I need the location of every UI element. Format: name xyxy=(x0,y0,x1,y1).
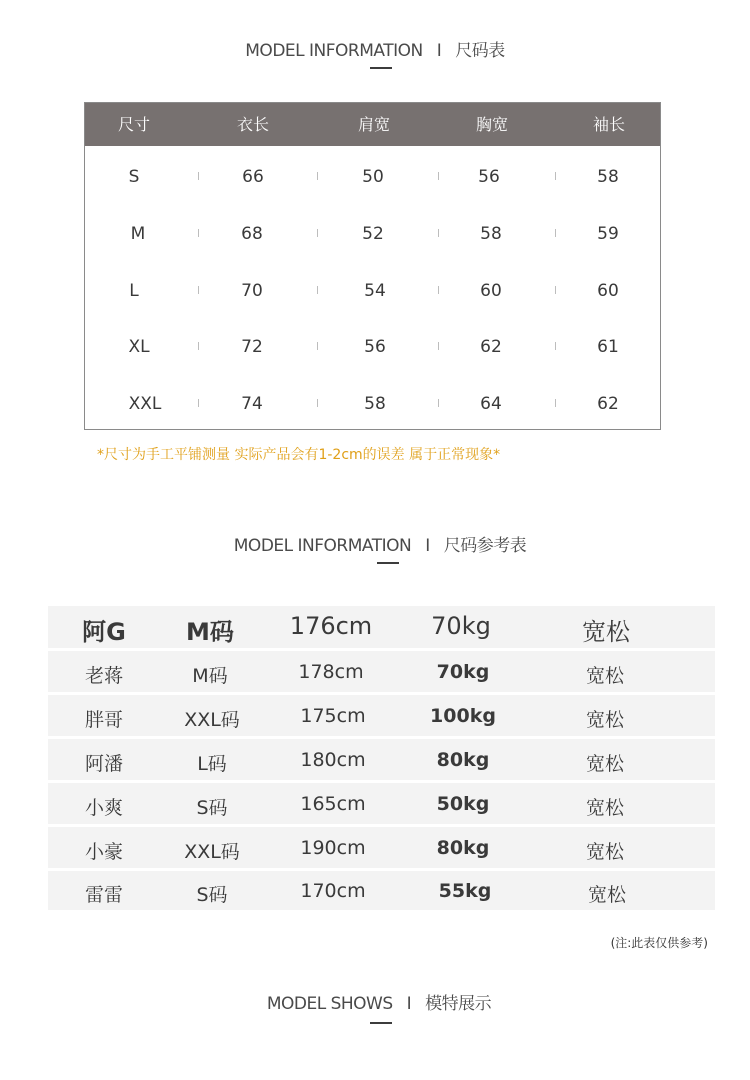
size-table xyxy=(84,102,661,430)
sleeve-value: 61 xyxy=(597,337,619,357)
model-name: 胖哥 xyxy=(84,709,123,731)
shoulder-value: 56 xyxy=(364,337,386,357)
reference-title-cn: 尺码参考表 xyxy=(443,536,527,556)
reference-row xyxy=(48,606,715,648)
model-name: 小豪 xyxy=(84,841,123,863)
title-separator: I xyxy=(425,536,430,556)
model-height: 170cm xyxy=(300,880,366,902)
model-weight: 80kg xyxy=(436,837,490,859)
model-weight: 100kg xyxy=(430,705,496,727)
model-height: 190cm xyxy=(300,837,366,859)
measurement-note: *尺寸为手工平铺测量 实际产品会有1-2cm的误差 属于正常现象* xyxy=(97,447,501,463)
sleeve-value: 62 xyxy=(597,394,619,414)
model-size: M码 xyxy=(186,618,234,646)
model-size: L码 xyxy=(197,753,227,775)
reference-row xyxy=(48,739,715,780)
reference-row xyxy=(48,871,715,910)
sleeve-value: 59 xyxy=(597,224,619,244)
size-row-l xyxy=(85,281,660,301)
model-shows-title xyxy=(4,989,750,1014)
reference-chart-title xyxy=(5,531,750,556)
header-sleeve: 袖长 xyxy=(592,115,625,134)
chest-value: 60 xyxy=(480,281,502,301)
header-shoulder: 肩宽 xyxy=(357,115,390,134)
model-name: 阿G xyxy=(82,618,126,646)
model-weight: 80kg xyxy=(436,749,490,771)
header-length: 衣长 xyxy=(236,115,269,134)
size-chart-title-en: MODEL INFORMATION xyxy=(245,41,423,61)
model-height: 176cm xyxy=(289,612,373,640)
reference-row xyxy=(48,695,715,736)
size-table-header xyxy=(85,103,660,146)
shoulder-value: 58 xyxy=(364,394,386,414)
reference-row xyxy=(48,783,715,824)
model-shows-title-cn: 模特展示 xyxy=(425,994,492,1014)
shoulder-value: 54 xyxy=(364,281,386,301)
size-chart-title-cn: 尺码表 xyxy=(455,41,505,61)
title-underline xyxy=(377,562,399,564)
size-row-xxl xyxy=(85,394,660,414)
chest-value: 62 xyxy=(480,337,502,357)
length-value: 72 xyxy=(241,337,263,357)
size-label: S xyxy=(128,167,140,187)
size-row-xl xyxy=(85,337,660,357)
size-label: L xyxy=(129,281,139,301)
size-label: XL xyxy=(128,337,150,357)
model-size: XXL码 xyxy=(184,841,240,863)
model-size: M码 xyxy=(192,665,228,687)
model-name: 雷雷 xyxy=(84,884,123,906)
reference-row xyxy=(48,827,715,868)
size-label: M xyxy=(130,224,146,244)
model-fit: 宽松 xyxy=(585,665,624,687)
length-value: 74 xyxy=(241,394,263,414)
size-row-m xyxy=(85,224,660,244)
model-fit: 宽松 xyxy=(585,709,624,731)
length-value: 70 xyxy=(241,281,263,301)
shoulder-value: 52 xyxy=(362,224,384,244)
chest-value: 58 xyxy=(480,224,502,244)
model-height: 175cm xyxy=(300,705,366,727)
model-size: S码 xyxy=(196,884,228,906)
model-name: 阿潘 xyxy=(84,753,123,775)
reference-row xyxy=(48,651,715,692)
model-size: S码 xyxy=(196,797,228,819)
model-shows-title-en: MODEL SHOWS xyxy=(266,994,393,1014)
size-label: XXL xyxy=(128,394,162,414)
model-height: 180cm xyxy=(300,749,366,771)
title-underline xyxy=(370,67,392,69)
model-weight: 70kg xyxy=(431,612,491,640)
title-underline xyxy=(370,1022,392,1024)
chest-value: 64 xyxy=(480,394,502,414)
size-row-s xyxy=(85,167,660,187)
model-height: 165cm xyxy=(300,793,366,815)
model-weight: 55kg xyxy=(438,880,492,902)
model-fit: 宽松 xyxy=(585,797,624,819)
model-fit: 宽松 xyxy=(587,884,626,906)
sleeve-value: 58 xyxy=(597,167,619,187)
reference-title-en: MODEL INFORMATION xyxy=(233,536,412,556)
model-weight: 70kg xyxy=(436,661,490,683)
model-weight: 50kg xyxy=(436,793,490,815)
model-name: 老蒋 xyxy=(84,665,123,687)
title-separator: I xyxy=(406,994,412,1014)
model-height: 178cm xyxy=(298,661,364,683)
sleeve-value: 60 xyxy=(597,281,619,301)
length-value: 68 xyxy=(241,224,263,244)
header-chest: 胸宽 xyxy=(475,115,508,134)
chest-value: 56 xyxy=(478,167,500,187)
size-chart-title xyxy=(0,36,750,61)
shoulder-value: 50 xyxy=(362,167,384,187)
model-size: XXL码 xyxy=(184,709,240,731)
title-separator: I xyxy=(436,41,442,61)
model-fit: 宽松 xyxy=(585,753,624,775)
model-fit: 宽松 xyxy=(585,841,624,863)
model-name: 小爽 xyxy=(84,797,123,819)
reference-note: (注:此表仅供参考) xyxy=(610,936,708,950)
length-value: 66 xyxy=(242,167,264,187)
model-fit: 宽松 xyxy=(582,618,630,646)
header-size: 尺寸 xyxy=(117,115,150,134)
